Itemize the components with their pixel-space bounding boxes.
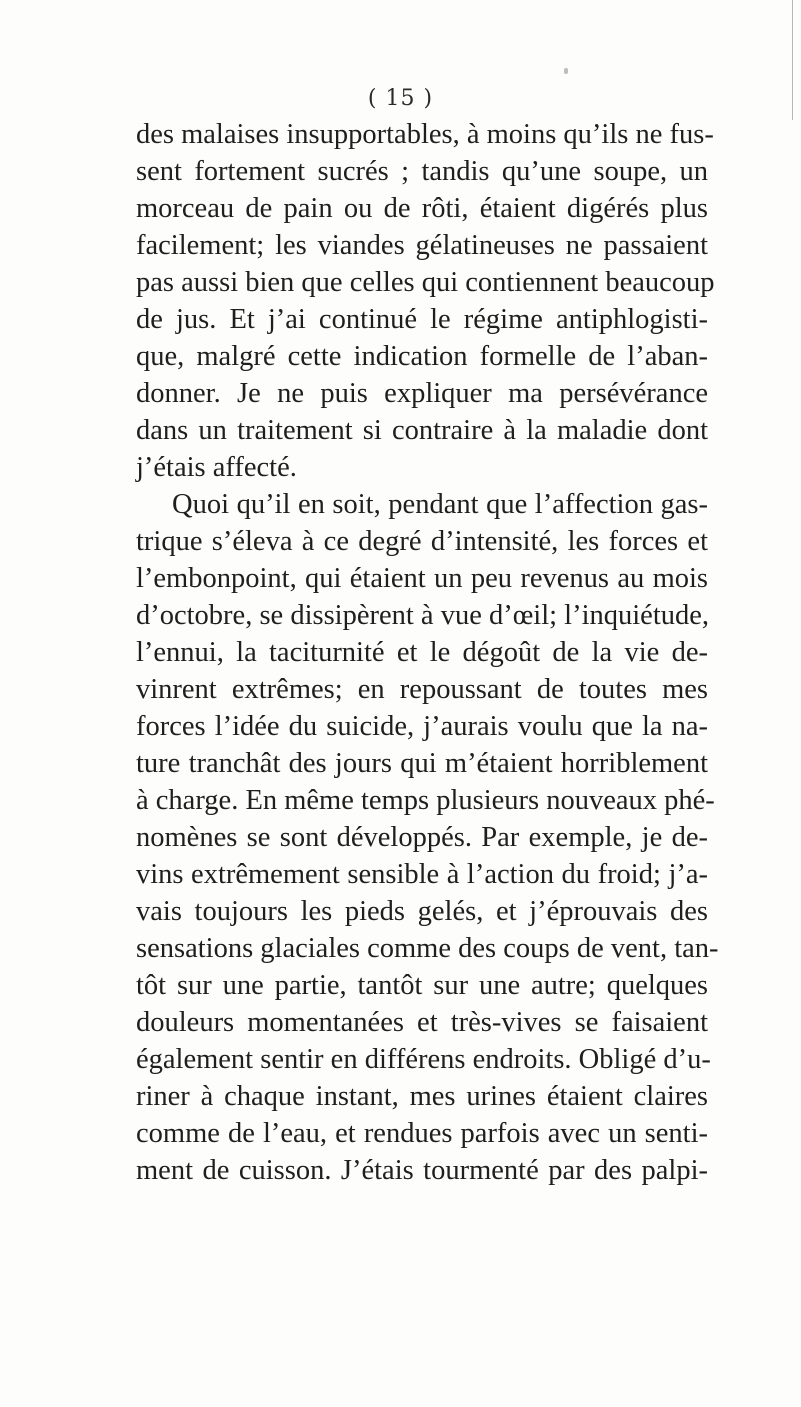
text-line: j’étais affecté. xyxy=(136,452,297,483)
text-line: comme de l’eau, et rendues parfois avec un senti- xyxy=(136,1118,708,1149)
text-line: l’embonpoint, qui étaient un peu revenus au mois xyxy=(136,563,708,594)
text-line: que, malgré cette indication formelle de l’aban- xyxy=(136,341,708,372)
text-line: tôt sur une partie, tantôt sur une autre; quelques xyxy=(136,970,708,1001)
text-line: facilement; les viandes gélatineuses ne passaient xyxy=(136,230,708,261)
text-line: vais toujours les pieds gelés, et j’éprouvais des xyxy=(136,896,708,927)
text-line: morceau de pain ou de rôti, étaient digérés plus xyxy=(136,193,708,224)
text-line: ture tranchât des jours qui m’étaient horriblement xyxy=(136,748,708,779)
text-line: dans un traitement si contraire à la maladie dont xyxy=(136,415,708,446)
text-line: nomènes se sont développés. Par exemple, je de- xyxy=(136,822,708,853)
text-line: pas aussi bien que celles qui contiennent beaucoup xyxy=(136,267,715,298)
paper-speck xyxy=(564,68,568,74)
text-line: de jus. Et j’ai continué le régime antiphlogisti- xyxy=(136,304,708,335)
text-line: des malaises insupportables, à moins qu’ils ne fus- xyxy=(136,119,714,150)
text-line: l’ennui, la taciturnité et le dégoût de la vie de- xyxy=(136,637,708,668)
text-line: vins extrêmement sensible à l’action du froid; j’a- xyxy=(136,859,708,890)
text-line: forces l’idée du suicide, j’aurais voulu que la na- xyxy=(136,711,708,742)
text-line: donner. Je ne puis expliquer ma persévérance xyxy=(136,378,708,409)
body-text xyxy=(136,116,719,1189)
paragraph-start-line: Quoi qu’il en soit, pendant que l’affection gas- xyxy=(172,489,708,520)
text-line: trique s’éleva à ce degré d’intensité, les forces et xyxy=(136,526,708,557)
text-line: douleurs momentanées et très-vives se faisaient xyxy=(136,1007,708,1038)
text-line: d’octobre, se dissipèrent à vue d’œil; l’inquiétude, xyxy=(136,600,710,631)
text-line: à charge. En même temps plusieurs nouveaux phé- xyxy=(136,785,715,816)
text-line: vinrent extrêmes; en repoussant de toutes mes xyxy=(136,674,708,705)
text-line: ment de cuisson. J’étais tourmenté par des palpi- xyxy=(136,1155,708,1186)
text-line: également sentir en différens endroits. Obligé d’u- xyxy=(136,1044,711,1075)
text-line: sent fortement sucrés ; tandis qu’une soupe, un xyxy=(136,156,708,187)
text-line: riner à chaque instant, mes urines étaient claires xyxy=(136,1081,708,1112)
page-number: ( 15 ) xyxy=(367,86,434,111)
text-line: sensations glaciales comme des coups de vent, tan- xyxy=(136,933,719,964)
